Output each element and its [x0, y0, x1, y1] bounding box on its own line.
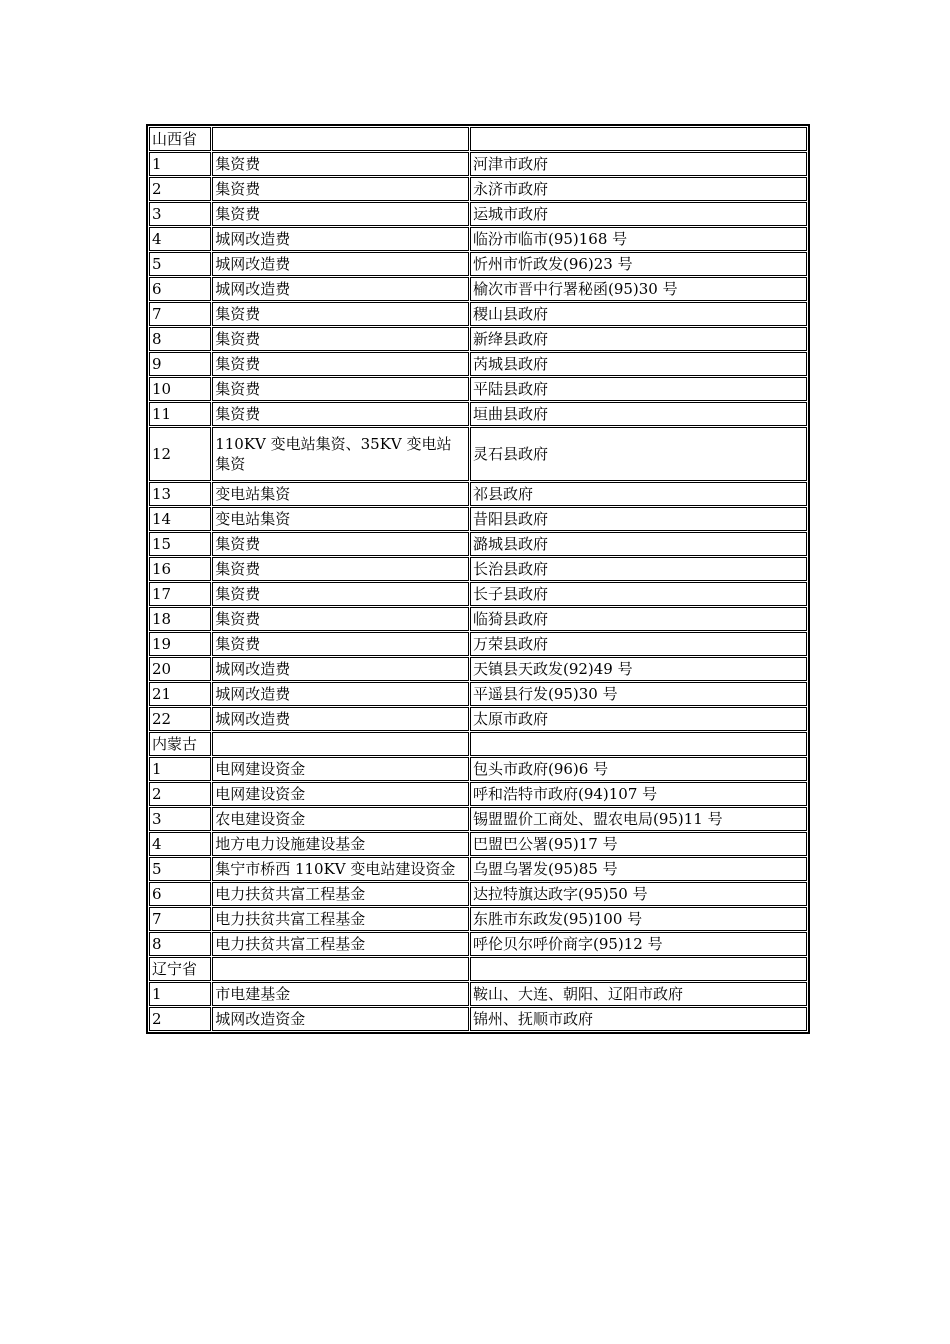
approval-source-cell: 灵石县政府	[470, 427, 807, 481]
table-row	[149, 532, 807, 556]
fee-item-cell: 城网改造费	[212, 277, 469, 301]
approval-source-cell: 忻州市忻政发(96)23 号	[470, 252, 807, 276]
fee-item-cell: 城网改造费	[212, 707, 469, 731]
fee-item-cell	[212, 732, 469, 756]
fee-item-cell: 电网建设资金	[212, 782, 469, 806]
approval-source-cell: 鞍山、大连、朝阳、辽阳市政府	[470, 982, 807, 1006]
approval-source-cell: 稷山县政府	[470, 302, 807, 326]
fee-item-cell: 集资费	[212, 582, 469, 606]
table-row	[149, 657, 807, 681]
index-cell: 16	[149, 557, 211, 581]
section-header-row	[149, 732, 807, 756]
index-cell: 14	[149, 507, 211, 531]
fee-item-cell: 集资费	[212, 607, 469, 631]
fee-item-cell: 110KV 变电站集资、35KV 变电站集资	[212, 427, 469, 481]
table-row	[149, 757, 807, 781]
index-cell: 3	[149, 807, 211, 831]
index-cell: 22	[149, 707, 211, 731]
table-row	[149, 277, 807, 301]
approval-source-cell: 万荣县政府	[470, 632, 807, 656]
table-row	[149, 857, 807, 881]
approval-source-cell: 呼和浩特市政府(94)107 号	[470, 782, 807, 806]
fee-item-cell: 集资费	[212, 352, 469, 376]
fee-item-cell: 农电建设资金	[212, 807, 469, 831]
approval-source-cell	[470, 957, 807, 981]
fee-item-cell: 集资费	[212, 377, 469, 401]
fee-item-cell: 城网改造费	[212, 227, 469, 251]
index-cell: 15	[149, 532, 211, 556]
table-row	[149, 402, 807, 426]
fee-item-cell: 集资费	[212, 557, 469, 581]
index-cell: 13	[149, 482, 211, 506]
index-cell: 3	[149, 202, 211, 226]
fee-item-cell: 集资费	[212, 152, 469, 176]
fee-item-cell: 地方电力设施建设基金	[212, 832, 469, 856]
approval-source-cell: 昔阳县政府	[470, 507, 807, 531]
approval-source-cell: 达拉特旗达政字(95)50 号	[470, 882, 807, 906]
index-cell: 1	[149, 757, 211, 781]
approval-source-cell: 巴盟巴公署(95)17 号	[470, 832, 807, 856]
fee-item-cell: 电力扶贫共富工程基金	[212, 907, 469, 931]
approval-source-cell: 长子县政府	[470, 582, 807, 606]
approval-source-cell: 榆次市晋中行署秘函(95)30 号	[470, 277, 807, 301]
fee-item-cell: 电网建设资金	[212, 757, 469, 781]
table-row	[149, 507, 807, 531]
table-row	[149, 982, 807, 1006]
table-row	[149, 832, 807, 856]
table-row	[149, 882, 807, 906]
approval-source-cell: 呼伦贝尔呼价商字(95)12 号	[470, 932, 807, 956]
table-row	[149, 427, 807, 481]
table-row	[149, 352, 807, 376]
index-cell: 4	[149, 832, 211, 856]
index-cell: 9	[149, 352, 211, 376]
section-header-row	[149, 127, 807, 151]
approval-source-cell: 运城市政府	[470, 202, 807, 226]
table-row	[149, 1007, 807, 1031]
approval-source-cell: 太原市政府	[470, 707, 807, 731]
fee-item-cell: 集资费	[212, 632, 469, 656]
index-cell: 1	[149, 982, 211, 1006]
index-cell: 2	[149, 177, 211, 201]
table-row	[149, 482, 807, 506]
approval-source-cell: 垣曲县政府	[470, 402, 807, 426]
approval-source-cell: 锦州、抚顺市政府	[470, 1007, 807, 1031]
approval-source-cell: 临猗县政府	[470, 607, 807, 631]
index-cell: 21	[149, 682, 211, 706]
approval-source-cell: 平遥县行发(95)30 号	[470, 682, 807, 706]
region-name-cell: 山西省	[149, 127, 211, 151]
approval-source-cell: 永济市政府	[470, 177, 807, 201]
approval-source-cell: 祁县政府	[470, 482, 807, 506]
fee-item-cell: 集资费	[212, 302, 469, 326]
index-cell: 5	[149, 252, 211, 276]
table-row	[149, 377, 807, 401]
region-name-cell: 辽宁省	[149, 957, 211, 981]
table-body	[149, 127, 807, 1031]
approval-source-cell: 东胜市东政发(95)100 号	[470, 907, 807, 931]
approval-source-cell	[470, 732, 807, 756]
approval-source-cell: 河津市政府	[470, 152, 807, 176]
index-cell: 8	[149, 327, 211, 351]
table-row	[149, 682, 807, 706]
fee-item-cell: 电力扶贫共富工程基金	[212, 932, 469, 956]
approval-source-cell: 乌盟乌署发(95)85 号	[470, 857, 807, 881]
approval-source-cell: 锡盟盟价工商处、盟农电局(95)11 号	[470, 807, 807, 831]
approval-source-cell: 临汾市临市(95)168 号	[470, 227, 807, 251]
index-cell: 5	[149, 857, 211, 881]
table-row	[149, 557, 807, 581]
fee-item-cell: 集资费	[212, 402, 469, 426]
index-cell: 17	[149, 582, 211, 606]
table-row	[149, 302, 807, 326]
approval-source-cell: 新绛县政府	[470, 327, 807, 351]
index-cell: 1	[149, 152, 211, 176]
approval-source-cell: 潞城县政府	[470, 532, 807, 556]
table-row	[149, 327, 807, 351]
index-cell: 18	[149, 607, 211, 631]
fee-item-cell	[212, 957, 469, 981]
index-cell: 19	[149, 632, 211, 656]
index-cell: 10	[149, 377, 211, 401]
table-row	[149, 707, 807, 731]
fee-item-cell	[212, 127, 469, 151]
table-row	[149, 807, 807, 831]
fee-item-cell: 城网改造费	[212, 252, 469, 276]
index-cell: 7	[149, 302, 211, 326]
index-cell: 11	[149, 402, 211, 426]
table-row	[149, 177, 807, 201]
fee-item-cell: 集宁市桥西 110KV 变电站建设资金	[212, 857, 469, 881]
table-row	[149, 202, 807, 226]
approval-source-cell: 天镇县天政发(92)49 号	[470, 657, 807, 681]
fee-item-cell: 集资费	[212, 327, 469, 351]
approval-source-cell: 包头市政府(96)6 号	[470, 757, 807, 781]
table-row	[149, 782, 807, 806]
index-cell: 7	[149, 907, 211, 931]
fee-item-cell: 变电站集资	[212, 482, 469, 506]
fee-item-cell: 城网改造资金	[212, 1007, 469, 1031]
index-cell: 6	[149, 277, 211, 301]
region-name-cell: 内蒙古	[149, 732, 211, 756]
index-cell: 4	[149, 227, 211, 251]
approval-source-cell: 平陆县政府	[470, 377, 807, 401]
table-row	[149, 152, 807, 176]
index-cell: 2	[149, 782, 211, 806]
index-cell: 6	[149, 882, 211, 906]
fee-item-cell: 电力扶贫共富工程基金	[212, 882, 469, 906]
approval-source-cell: 长治县政府	[470, 557, 807, 581]
approval-source-cell: 芮城县政府	[470, 352, 807, 376]
fee-item-cell: 集资费	[212, 177, 469, 201]
index-cell: 20	[149, 657, 211, 681]
table-row	[149, 252, 807, 276]
fee-item-cell: 变电站集资	[212, 507, 469, 531]
table-row	[149, 907, 807, 931]
fee-table	[146, 124, 810, 1034]
approval-source-cell	[470, 127, 807, 151]
section-header-row	[149, 957, 807, 981]
index-cell: 8	[149, 932, 211, 956]
index-cell: 12	[149, 427, 211, 481]
table-row	[149, 932, 807, 956]
table-row	[149, 632, 807, 656]
fee-item-cell: 城网改造费	[212, 682, 469, 706]
index-cell: 2	[149, 1007, 211, 1031]
table-row	[149, 582, 807, 606]
table-row	[149, 607, 807, 631]
fee-item-cell: 市电建基金	[212, 982, 469, 1006]
table-row	[149, 227, 807, 251]
fee-item-cell: 集资费	[212, 202, 469, 226]
fee-item-cell: 城网改造费	[212, 657, 469, 681]
fee-item-cell: 集资费	[212, 532, 469, 556]
